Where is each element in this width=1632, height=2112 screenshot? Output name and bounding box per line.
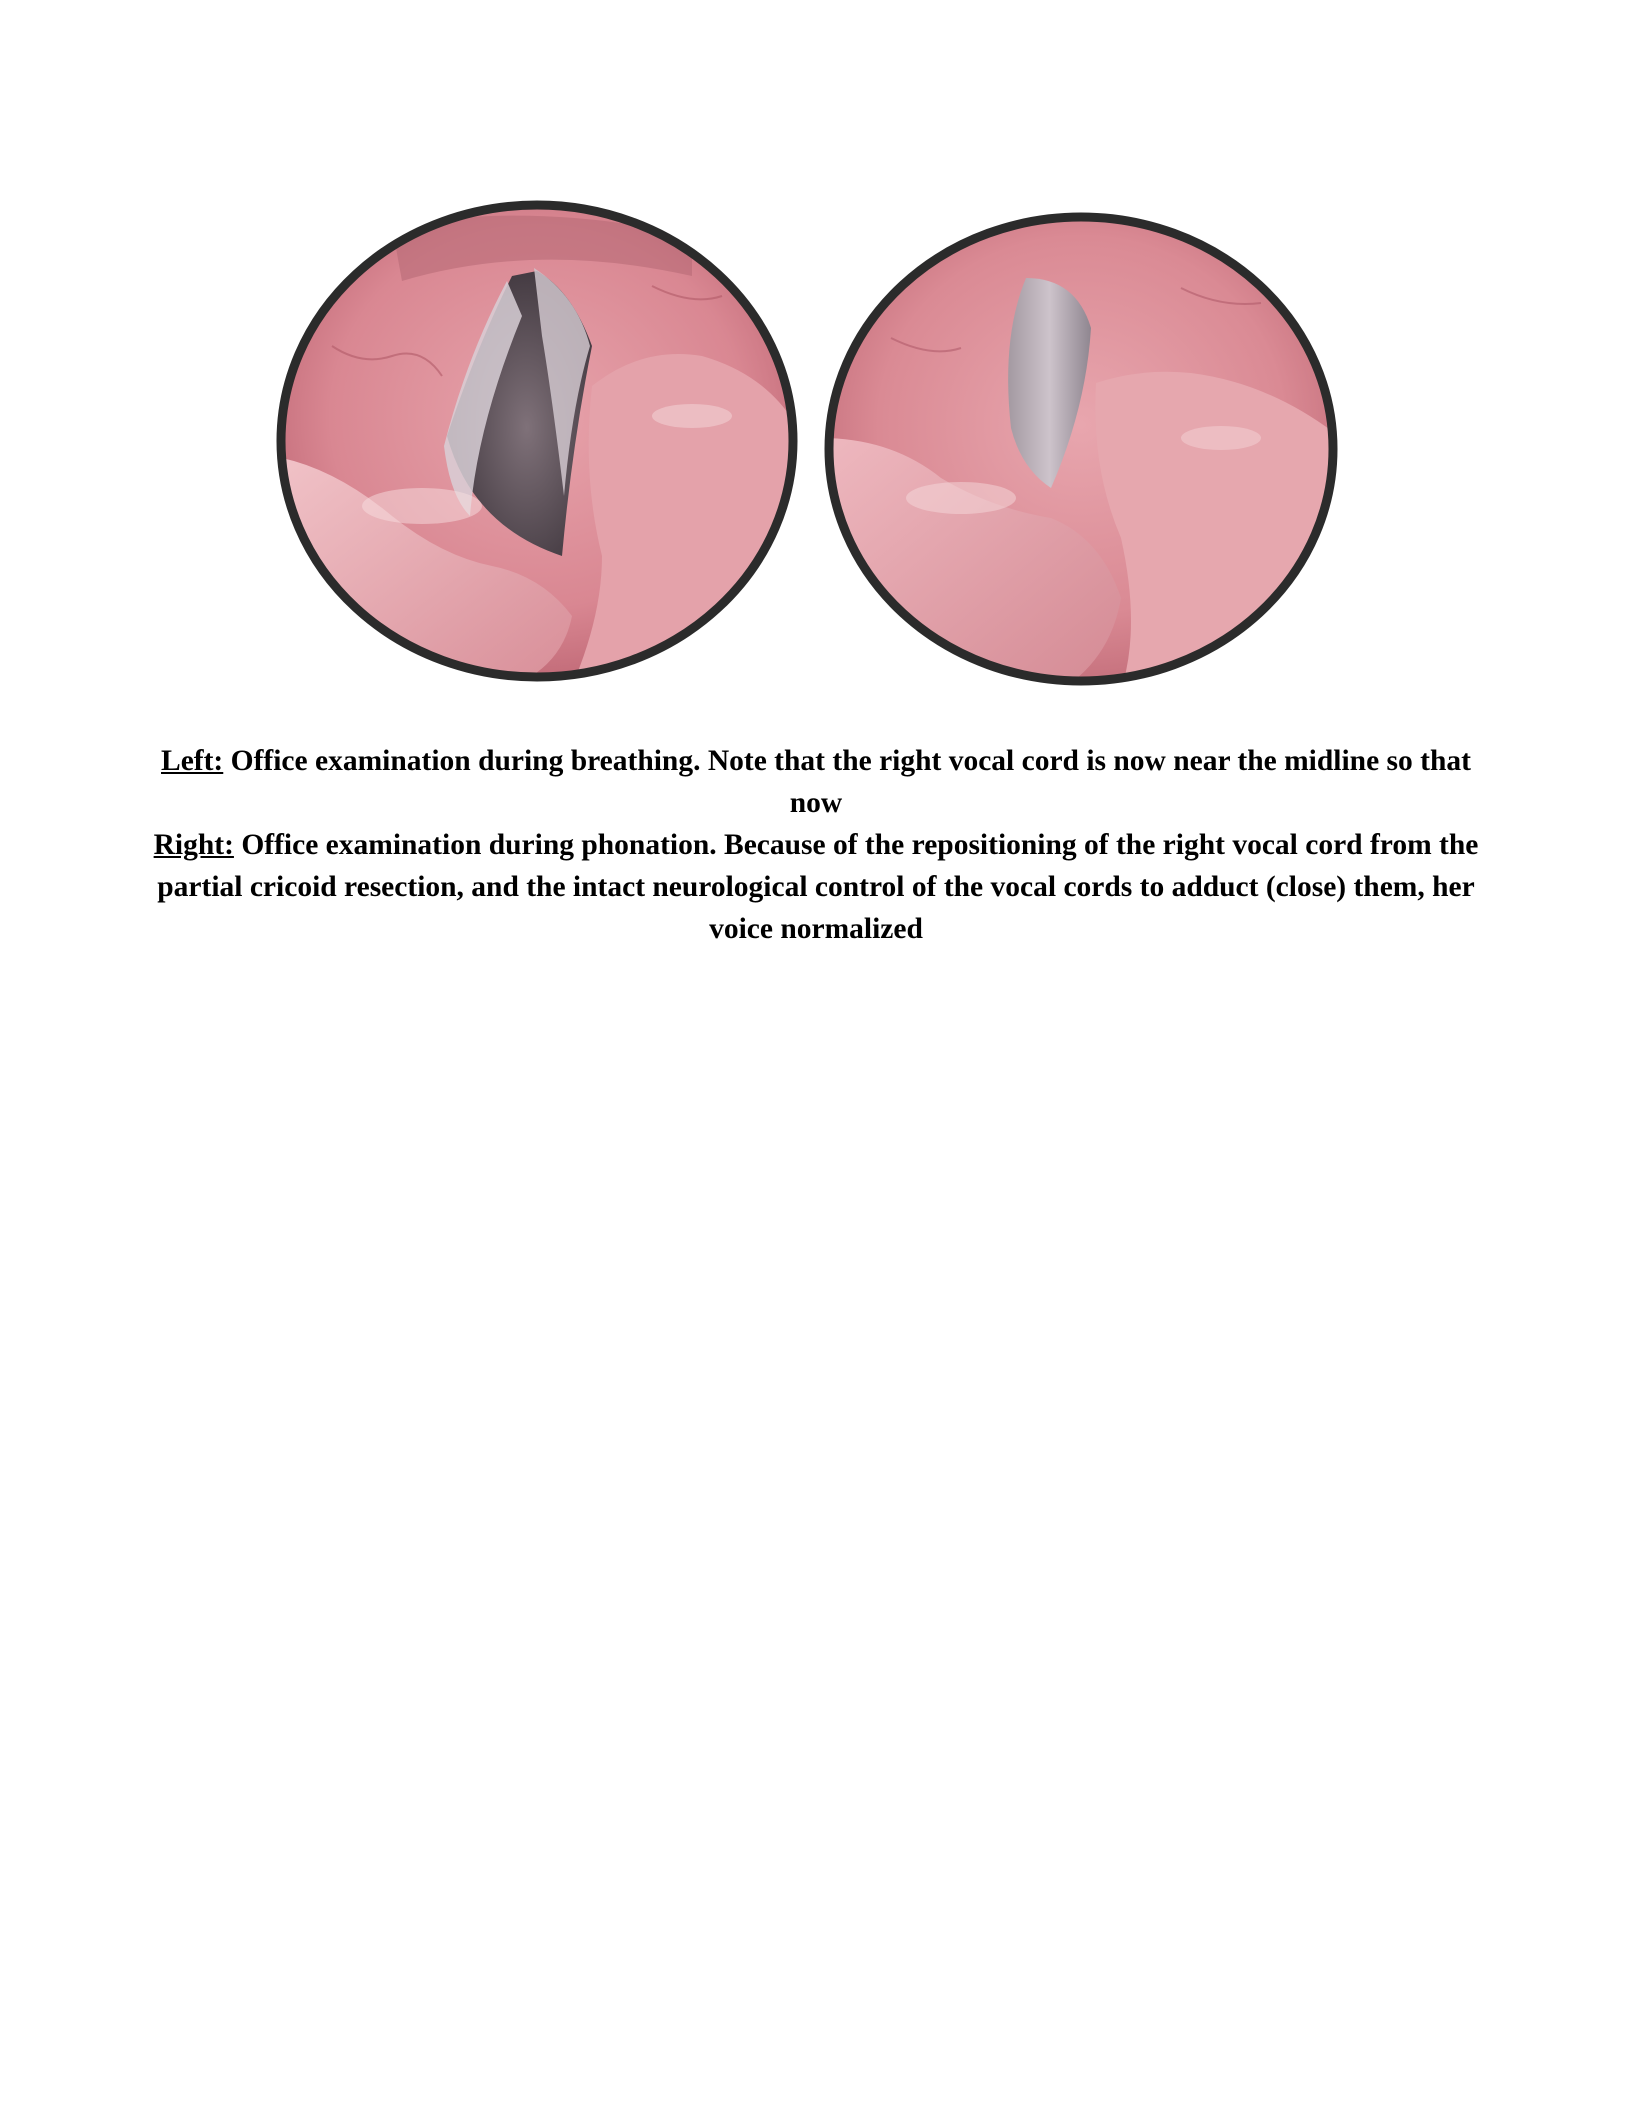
caption-right <box>150 824 1482 950</box>
figure-caption <box>150 740 1482 950</box>
figure-row <box>0 0 1632 720</box>
laryngoscopy-phonation-image <box>821 208 1341 690</box>
caption-right-text: Office examination during phonation. Because of the repositioning of the right vocal cord from the partial cricoid resection, and the intact neurological control of the vocal cords to adduct (close) them, her voice normalized <box>157 829 1479 945</box>
laryngoscopy-breathing-image <box>272 196 802 686</box>
caption-right-label: Right: <box>153 829 234 861</box>
caption-left-text: Office examination during breathing. Note that the right vocal cord is now near the midline so that now <box>223 745 1471 819</box>
caption-left <box>150 740 1482 824</box>
caption-left-label: Left: <box>161 745 224 777</box>
